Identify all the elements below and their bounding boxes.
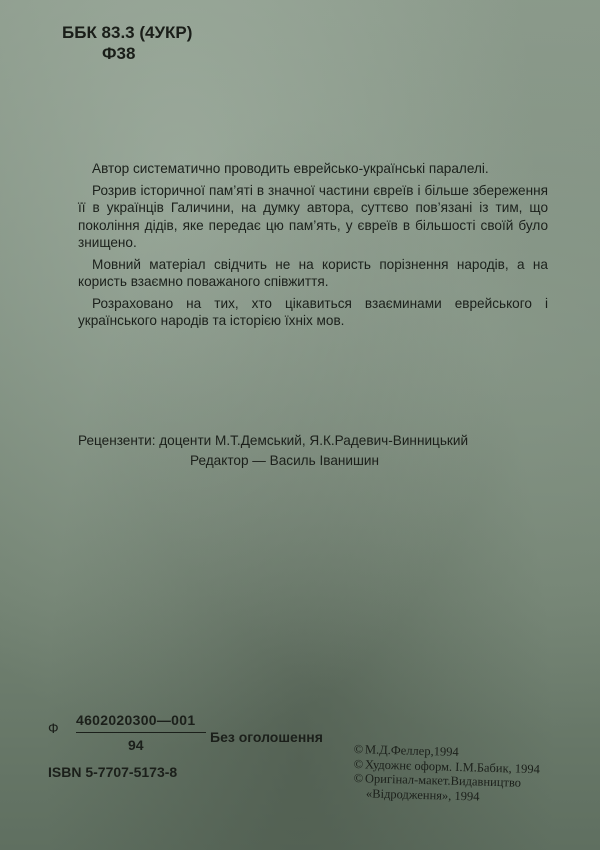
annotation-paragraph: Розраховано на тих, хто цікавиться взаєминами еврейського і українського народів та історією їхніх мов.	[78, 295, 548, 328]
index-code-denominator: 94	[128, 737, 144, 753]
no-advertising-note: Без оголошення	[210, 729, 323, 745]
author-mark: Ф38	[102, 44, 136, 63]
annotation-block	[78, 160, 548, 334]
copyright-text: М.Д.Феллер,1994	[364, 742, 459, 759]
copyright-line-continued: «Відродження», 1994	[365, 785, 480, 804]
annotation-paragraph: Автор систематично проводить еврейсько-українські паралелі.	[92, 161, 489, 176]
index-letter: Ф	[48, 720, 59, 736]
copyright-text: Оригінал-макет.Видавництво	[364, 771, 522, 790]
fraction-rule	[76, 732, 206, 733]
reviewers-line: Рецензенти: доценти М.Т.Демський, Я.К.Радевич-Винницький	[78, 433, 469, 448]
copyright-icon: ©	[353, 771, 364, 786]
copyright-icon: ©	[353, 742, 364, 757]
bbk-classification	[62, 22, 192, 64]
annotation-paragraph: Мовний матеріал свідчить не на користь порізнення народів, а на користь взаємно поважаного співжиття.	[78, 256, 548, 289]
isbn-number: ISBN 5-7707-5173-8	[48, 764, 178, 780]
copyright-icon: ©	[353, 756, 364, 771]
index-code-numerator: 4602020300—001	[76, 712, 196, 728]
copyright-text: Художнє оформ. І.М.Бабик, 1994	[364, 756, 541, 776]
copyright-block	[352, 742, 541, 804]
editor-line: Редактор — Василь Іванишин	[190, 453, 379, 468]
bbk-code: ББК 83.3 (4УКР)	[62, 23, 193, 42]
annotation-paragraph: Розрив історичної пам’яті в значної частини євреїв і більше збереження її в українців Галичини, на думку автора, суттєво пов’язані із тим, що покоління дідів, яке передає цю пам’ять, у євреїв в більшості своїй було знищено.	[78, 182, 548, 250]
